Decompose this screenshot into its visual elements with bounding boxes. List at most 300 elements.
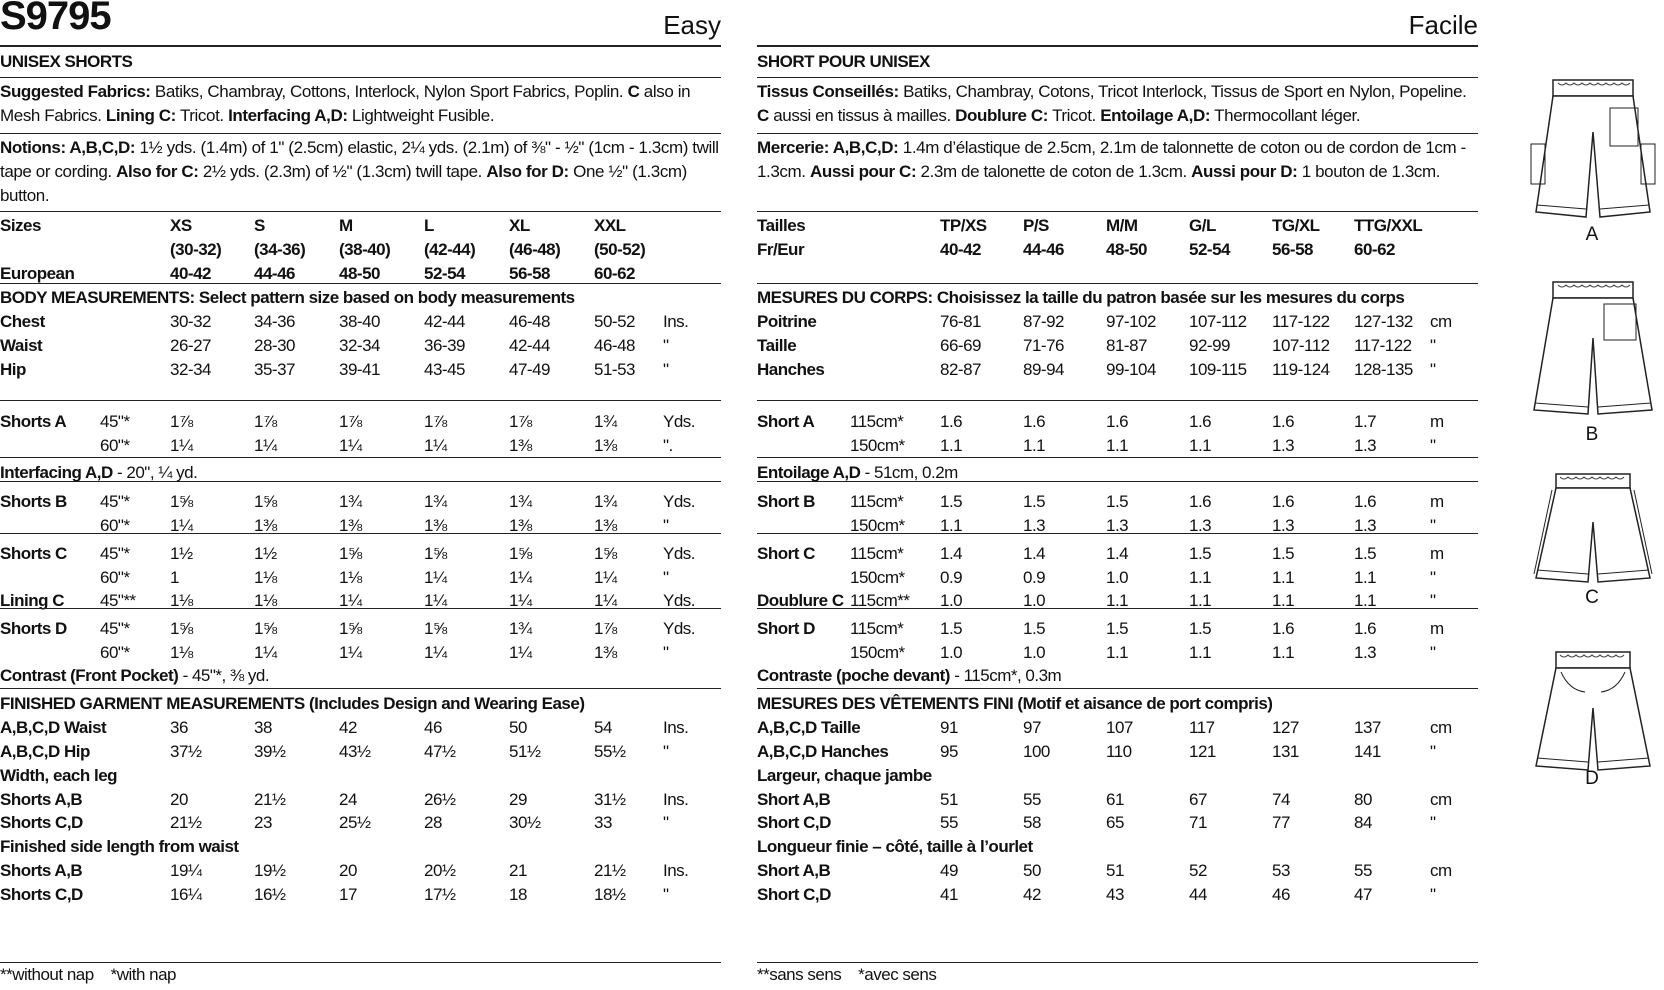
- finished-row-value: 71: [1189, 813, 1207, 832]
- unit: ".: [663, 436, 673, 455]
- finished-row-value: 33: [594, 813, 612, 832]
- yardage-value: 1.1: [1106, 436, 1129, 455]
- divider: [757, 533, 1478, 534]
- interfacing-text: - 51cm, 0.2m: [860, 463, 958, 482]
- unit: m: [1430, 619, 1444, 638]
- finished-row-value: 17: [339, 885, 357, 904]
- finished-row-value: 28: [424, 813, 442, 832]
- finished-row-label: Longueur finie – côté, taille à l’ourlet: [757, 837, 1033, 856]
- fabric-width: 115cm*: [850, 619, 904, 638]
- size-range: (38-40): [339, 240, 391, 259]
- finished-row-value: 80: [1354, 790, 1372, 809]
- finished-row-value: 26½: [424, 790, 456, 809]
- finished-row-value: 16¼: [170, 885, 202, 904]
- interfacing-info: [0, 461, 197, 485]
- yardage-value: 1¾: [339, 492, 362, 511]
- yardage-value: 1⅝: [424, 619, 447, 638]
- yardage-value: 1.3: [1354, 643, 1377, 662]
- unit: Yds.: [663, 412, 696, 431]
- contrast-label: Contraste (poche devant): [757, 666, 950, 685]
- yardage-value: 1.7: [1354, 412, 1377, 431]
- yardage-value: 1.6: [1354, 619, 1377, 638]
- yardage-value: 1.6: [1354, 492, 1377, 511]
- fabric-width: 150cm*: [850, 516, 905, 535]
- body-row-label: Hanches: [757, 360, 825, 379]
- yardage-value: 1⅝: [339, 619, 362, 638]
- divider: [0, 45, 721, 47]
- fabric-width: 60"*: [100, 568, 130, 587]
- finished-row-label: A,B,C,D Waist: [0, 718, 107, 737]
- finished-row-value: 43½: [339, 742, 371, 761]
- fabric-width: 45"*: [100, 492, 130, 511]
- shorts-c-drawing: [1528, 470, 1658, 590]
- body-row-value: 117-122: [1354, 336, 1412, 355]
- finished-row-value: 49: [940, 861, 958, 880]
- finished-row-value: 58: [1023, 813, 1041, 832]
- finished-row-value: 100: [1023, 742, 1050, 761]
- body-row-value: 47-49: [509, 360, 550, 379]
- finished-row-value: 55: [1023, 790, 1041, 809]
- interfacing-label: Entoilage A,D: [757, 463, 861, 482]
- finished-row-value: 54: [594, 718, 612, 737]
- yardage-row-label: Short D: [757, 619, 815, 638]
- body-row-value: 89-94: [1023, 360, 1064, 379]
- yardage-value: 1⅜: [509, 516, 532, 535]
- yardage-value: 1⅞: [170, 412, 193, 431]
- finished-row-value: 46: [1272, 885, 1290, 904]
- yardage-value: 1.6: [1189, 412, 1212, 431]
- yardage-value: 1.1: [1354, 568, 1377, 587]
- body-row-value: 43-45: [424, 360, 465, 379]
- finished-row-value: 107: [1106, 718, 1133, 737]
- yardage-value: 1¾: [594, 492, 617, 511]
- unit: ": [663, 813, 669, 832]
- body-row-value: 76-81: [940, 312, 981, 331]
- yardage-value: 1.1: [1272, 643, 1295, 662]
- yardage-value: 1⅛: [254, 568, 277, 587]
- yardage-value: 1¼: [254, 643, 277, 662]
- finished-row-value: 74: [1272, 790, 1290, 809]
- garment-label-a: A: [1585, 224, 1599, 245]
- yardage-value: 1.6: [1272, 492, 1295, 511]
- yardage-value: 1.3: [1106, 516, 1129, 535]
- yardage-value: 1¼: [339, 436, 362, 455]
- finished-row-value: 51½: [509, 742, 541, 761]
- yardage-value: 1⅝: [170, 619, 193, 638]
- finished-row-value: 52: [1189, 861, 1207, 880]
- european-size: 48-50: [339, 264, 380, 283]
- size-range: (42-44): [424, 240, 476, 259]
- divider: [757, 457, 1478, 458]
- body-row-value: 30-32: [170, 312, 211, 331]
- finished-row-value: 97: [1023, 718, 1041, 737]
- unit: cm: [1430, 861, 1452, 880]
- body-row-value: 117-122: [1272, 312, 1330, 331]
- yardage-value: 1.5: [940, 492, 963, 511]
- contrast-text: - 45"*, ⅜ yd.: [178, 666, 270, 685]
- fabric-width: 150cm*: [850, 568, 905, 587]
- size-name: G/L: [1189, 216, 1216, 235]
- yardage-value: 1.5: [1106, 619, 1129, 638]
- unit: ": [663, 742, 669, 761]
- yardage-value: 1.3: [1023, 516, 1046, 535]
- unit: ": [1430, 516, 1436, 535]
- unit: Ins.: [663, 312, 689, 331]
- unit: Ins.: [663, 718, 689, 737]
- finished-row-value: 110: [1106, 742, 1132, 761]
- finished-row-label: Shorts C,D: [0, 813, 83, 832]
- divider: [0, 688, 721, 689]
- finished-row-value: 29: [509, 790, 527, 809]
- unit: Ins.: [663, 790, 689, 809]
- divider: [0, 457, 721, 458]
- european-label: European: [0, 264, 75, 283]
- body-measurements-heading: BODY MEASUREMENTS: Select pattern size based on body measurements: [0, 288, 575, 307]
- size-name: M/M: [1106, 216, 1138, 235]
- finished-row-value: 46: [424, 718, 442, 737]
- yardage-value: 1.5: [1354, 544, 1377, 563]
- yardage-value: 1.1: [940, 436, 963, 455]
- finished-row-label: Short C,D: [757, 885, 831, 904]
- divider: [0, 283, 721, 284]
- finished-row-value: 55: [940, 813, 958, 832]
- body-row-value: 32-34: [170, 360, 211, 379]
- european-size: 56-58: [509, 264, 550, 283]
- finished-row-label: A,B,C,D Taille: [757, 718, 861, 737]
- finished-measurements-heading: FINISHED GARMENT MEASUREMENTS (Includes Design and Wearing Ease): [0, 694, 585, 713]
- fabrics-label: Suggested Fabrics:: [0, 82, 151, 101]
- yardage-value: 1.1: [1023, 436, 1046, 455]
- size-name: XL: [509, 216, 530, 235]
- body-row-value: 26-27: [170, 336, 211, 355]
- yardage-row-label: Shorts A: [0, 412, 67, 431]
- finished-row-value: 42: [1023, 885, 1041, 904]
- yardage-value: 1.1: [1189, 436, 1212, 455]
- size-name: TTG/XXL: [1354, 216, 1423, 235]
- finished-row-label: Short A,B: [757, 790, 831, 809]
- size-range: (50-52): [594, 240, 646, 259]
- sizes-label: Tailles: [757, 216, 806, 235]
- body-measurements-heading: MESURES DU CORPS: Choisissez la taille du patron basée sur les mesures du corps: [757, 288, 1405, 307]
- finished-row-label: Short C,D: [757, 813, 831, 832]
- yardage-value: 1⅞: [509, 412, 532, 431]
- finished-row-value: 23: [254, 813, 272, 832]
- yardage-value: 1⅞: [594, 619, 617, 638]
- divider: [0, 533, 721, 534]
- finished-row-value: 38: [254, 718, 272, 737]
- size-name: TP/XS: [940, 216, 987, 235]
- yardage-value: 1.4: [1106, 544, 1129, 563]
- yardage-value: 1.1: [1272, 591, 1295, 610]
- finished-row-value: 51: [940, 790, 958, 809]
- body-row-value: 42-44: [509, 336, 550, 355]
- yardage-value: 1¼: [424, 568, 447, 587]
- finished-row-value: 47½: [424, 742, 456, 761]
- interfacing-label: Interfacing A,D: [0, 463, 113, 482]
- yardage-value: 1.6: [1106, 412, 1129, 431]
- finished-row-value: 41: [940, 885, 958, 904]
- yardage-value: 1¼: [509, 643, 532, 662]
- yardage-value: 1.0: [1106, 568, 1129, 587]
- yardage-value: 1¾: [594, 412, 617, 431]
- yardage-value: 1⅞: [254, 412, 277, 431]
- fabrics-label: Tissus Conseillés:: [757, 82, 899, 101]
- yardage-value: 1⅝: [594, 544, 617, 563]
- yardage-value: 1⅜: [509, 436, 532, 455]
- yardage-value: 1.0: [940, 591, 963, 610]
- finished-row-value: 39½: [254, 742, 286, 761]
- fabric-width: 150cm*: [850, 643, 905, 662]
- finished-measurements-heading: MESURES DES VÊTEMENTS FINI (Motif et aisance de port compris): [757, 694, 1273, 713]
- fabric-width: 60"*: [100, 643, 130, 662]
- body-row-value: 119-124: [1272, 360, 1330, 379]
- fabric-width: 150cm*: [850, 436, 905, 455]
- section-title: SHORT POUR UNISEX: [757, 52, 930, 71]
- finished-row-label: Width, each leg: [0, 766, 118, 785]
- contrast-label: Contrast (Front Pocket): [0, 666, 179, 685]
- shorts-d-drawing: [1528, 648, 1658, 778]
- size-range: (34-36): [254, 240, 306, 259]
- notions-label: Notions: A,B,C,D:: [0, 138, 136, 157]
- yardage-value: 1½: [170, 544, 193, 563]
- body-row-value: 127-132: [1354, 312, 1413, 331]
- yardage-value: 1¼: [254, 436, 277, 455]
- garment-label-b: B: [1585, 424, 1599, 445]
- difficulty-level: Easy: [663, 10, 721, 40]
- yardage-value: 1.4: [1023, 544, 1046, 563]
- yardage-value: 1¼: [170, 516, 193, 535]
- finished-row-value: 21: [509, 861, 527, 880]
- shorts-a-drawing: [1528, 72, 1658, 232]
- yardage-value: 1⅛: [170, 591, 193, 610]
- body-row-label: Hip: [0, 360, 26, 379]
- yardage-value: 1⅝: [509, 544, 532, 563]
- size-name: L: [424, 216, 434, 235]
- finished-row-value: 21½: [594, 861, 626, 880]
- yardage-value: 1.3: [1272, 436, 1295, 455]
- yardage-value: 1⅞: [424, 412, 447, 431]
- finished-row-value: 19¼: [170, 861, 202, 880]
- yardage-value: 1.6: [1023, 412, 1046, 431]
- european-size: 56-58: [1272, 240, 1313, 259]
- unit: ": [663, 643, 669, 662]
- interfacing-text: - 20", ¼ yd.: [112, 463, 198, 482]
- finished-row-value: 51: [1106, 861, 1124, 880]
- yardage-value: 0.9: [1023, 568, 1046, 587]
- yardage-value: 1⅞: [339, 412, 362, 431]
- unit: ": [1430, 436, 1436, 455]
- yardage-value: 1.1: [940, 516, 963, 535]
- pattern-number: S9795: [0, 0, 111, 38]
- finished-row-value: 67: [1189, 790, 1207, 809]
- european-label: Fr/Eur: [757, 240, 805, 259]
- divider: [757, 400, 1478, 401]
- unit: ": [663, 568, 669, 587]
- unit: ": [1430, 360, 1436, 379]
- yardage-value: 1.3: [1354, 436, 1377, 455]
- european-size: 52-54: [1189, 240, 1230, 259]
- yardage-value: 1.6: [940, 412, 963, 431]
- finished-row-value: 61: [1106, 790, 1124, 809]
- finished-row-label: Short A,B: [757, 861, 831, 880]
- finished-row-value: 50: [1023, 861, 1041, 880]
- unit: cm: [1430, 718, 1452, 737]
- fabrics-text: Tissus Conseillés: Batiks, Chambray, Cotons, Tricot Interlock, Tissus de Sport en Nylon, Popeline. C aussi en tissus à mailles. Doublure C: Tricot. Entoilage A,D: Thermocollant léger.: [757, 82, 1467, 125]
- yardage-value: 1¼: [509, 568, 532, 587]
- contrast-info: [0, 664, 269, 688]
- yardage-value: 1.1: [1272, 568, 1295, 587]
- yardage-value: 1¼: [594, 591, 617, 610]
- unit: ": [1430, 591, 1436, 610]
- size-name: S: [254, 216, 265, 235]
- body-row-label: Poitrine: [757, 312, 817, 331]
- body-row-value: 46-48: [509, 312, 550, 331]
- finished-row-value: 20: [339, 861, 357, 880]
- unit: ": [1430, 336, 1436, 355]
- finished-row-value: 16½: [254, 885, 286, 904]
- finished-row-value: 91: [940, 718, 958, 737]
- finished-row-value: 18: [509, 885, 527, 904]
- body-row-value: 71-76: [1023, 336, 1064, 355]
- european-size: 44-46: [1023, 240, 1064, 259]
- interfacing-info: [757, 461, 958, 485]
- finished-row-value: 25½: [339, 813, 371, 832]
- unit: ": [663, 885, 669, 904]
- finished-row-value: 42: [339, 718, 357, 737]
- size-range: (30-32): [170, 240, 222, 259]
- finished-row-value: 50: [509, 718, 527, 737]
- contrast-text: - 115cm*, 0.3m: [949, 666, 1062, 685]
- notions-label: Mercerie: A,B,C,D:: [757, 138, 899, 157]
- size-range: (46-48): [509, 240, 561, 259]
- finished-row-value: 24: [339, 790, 357, 809]
- yardage-value: 1⅜: [594, 436, 617, 455]
- finished-row-value: 117: [1189, 718, 1215, 737]
- yardage-value: 1.5: [1023, 619, 1046, 638]
- body-row-value: 128-135: [1354, 360, 1413, 379]
- unit: ": [663, 360, 669, 379]
- finished-row-value: 31½: [594, 790, 626, 809]
- finished-row-label: Shorts C,D: [0, 885, 83, 904]
- body-row-value: 92-99: [1189, 336, 1230, 355]
- yardage-row-label: Lining C: [0, 591, 64, 610]
- finished-row-value: 20½: [424, 861, 456, 880]
- divider: [0, 608, 721, 609]
- unit: Yds.: [663, 591, 696, 610]
- yardage-row-label: Shorts C: [0, 544, 67, 563]
- finished-row-value: 37½: [170, 742, 202, 761]
- yardage-value: 1.0: [1023, 591, 1046, 610]
- finished-row-value: 127: [1272, 718, 1299, 737]
- body-row-value: 32-34: [339, 336, 380, 355]
- fabric-width: 60"*: [100, 436, 130, 455]
- divider: [757, 211, 1478, 212]
- unit: Yds.: [663, 619, 696, 638]
- yardage-value: 1¼: [424, 591, 447, 610]
- fabric-width: 115cm**: [850, 591, 910, 610]
- finished-row-value: 21½: [254, 790, 286, 809]
- fabric-width: 115cm*: [850, 412, 904, 431]
- body-row-value: 99-104: [1106, 360, 1156, 379]
- unit: m: [1430, 544, 1444, 563]
- yardage-value: 1⅝: [254, 492, 277, 511]
- yardage-value: 1.5: [1023, 492, 1046, 511]
- unit: ": [1430, 643, 1436, 662]
- divider: [757, 77, 1478, 78]
- size-name: TG/XL: [1272, 216, 1320, 235]
- european-size: 60-62: [594, 264, 635, 283]
- unit: ": [1430, 742, 1436, 761]
- yardage-value: 1¼: [594, 568, 617, 587]
- finished-row-value: 18½: [594, 885, 626, 904]
- finished-row-value: 30½: [509, 813, 541, 832]
- body-row-value: 81-87: [1106, 336, 1147, 355]
- divider: [0, 133, 721, 134]
- yardage-value: 1⅝: [170, 492, 193, 511]
- yardage-value: 1.1: [1189, 643, 1212, 662]
- body-row-label: Chest: [0, 312, 45, 331]
- yardage-value: 1: [170, 568, 179, 587]
- fabric-width: 45"*: [100, 544, 130, 563]
- yardage-value: 1.0: [1023, 643, 1046, 662]
- unit: cm: [1430, 312, 1452, 331]
- body-row-value: 39-41: [339, 360, 380, 379]
- yardage-value: 1.3: [1189, 516, 1212, 535]
- body-row-value: 66-69: [940, 336, 981, 355]
- size-name: XS: [170, 216, 192, 235]
- yardage-value: 1¾: [424, 492, 447, 511]
- body-row-value: 35-37: [254, 360, 295, 379]
- finished-row-value: 43: [1106, 885, 1124, 904]
- yardage-value: 1⅜: [594, 516, 617, 535]
- yardage-value: 0.9: [940, 568, 963, 587]
- finished-row-value: 55: [1354, 861, 1372, 880]
- european-size: 40-42: [170, 264, 211, 283]
- divider: [757, 45, 1478, 47]
- finished-row-value: 36: [170, 718, 188, 737]
- divider: [0, 211, 721, 212]
- sizes-label: Sizes: [0, 216, 41, 235]
- body-row-value: 38-40: [339, 312, 380, 331]
- yardage-value: 1.3: [1354, 516, 1377, 535]
- yardage-value: 1.1: [1189, 591, 1212, 610]
- yardage-value: 1⅜: [594, 643, 617, 662]
- finished-row-value: 65: [1106, 813, 1124, 832]
- finished-row-value: 121: [1189, 742, 1216, 761]
- body-row-value: 51-53: [594, 360, 635, 379]
- body-row-value: 87-92: [1023, 312, 1064, 331]
- yardage-value: 1.3: [1272, 516, 1295, 535]
- finished-row-value: 53: [1272, 861, 1290, 880]
- finished-row-value: 44: [1189, 885, 1207, 904]
- footnote: **sans sens *avec sens: [757, 965, 937, 984]
- yardage-value: 1⅜: [254, 516, 277, 535]
- garment-label-c: C: [1585, 587, 1599, 608]
- finished-row-label: A,B,C,D Hanches: [757, 742, 889, 761]
- yardage-value: 1.6: [1189, 492, 1212, 511]
- yardage-row-label: Short C: [757, 544, 815, 563]
- yardage-value: 1¼: [339, 591, 362, 610]
- finished-row-value: 55½: [594, 742, 626, 761]
- body-row-value: 50-52: [594, 312, 635, 331]
- finished-row-label: A,B,C,D Hip: [0, 742, 90, 761]
- body-row-value: 82-87: [940, 360, 981, 379]
- finished-row-value: 131: [1272, 742, 1299, 761]
- yardage-value: 1⅜: [424, 516, 447, 535]
- finished-row-value: 47: [1354, 885, 1372, 904]
- yardage-row-label: Shorts B: [0, 492, 67, 511]
- size-name: XXL: [594, 216, 626, 235]
